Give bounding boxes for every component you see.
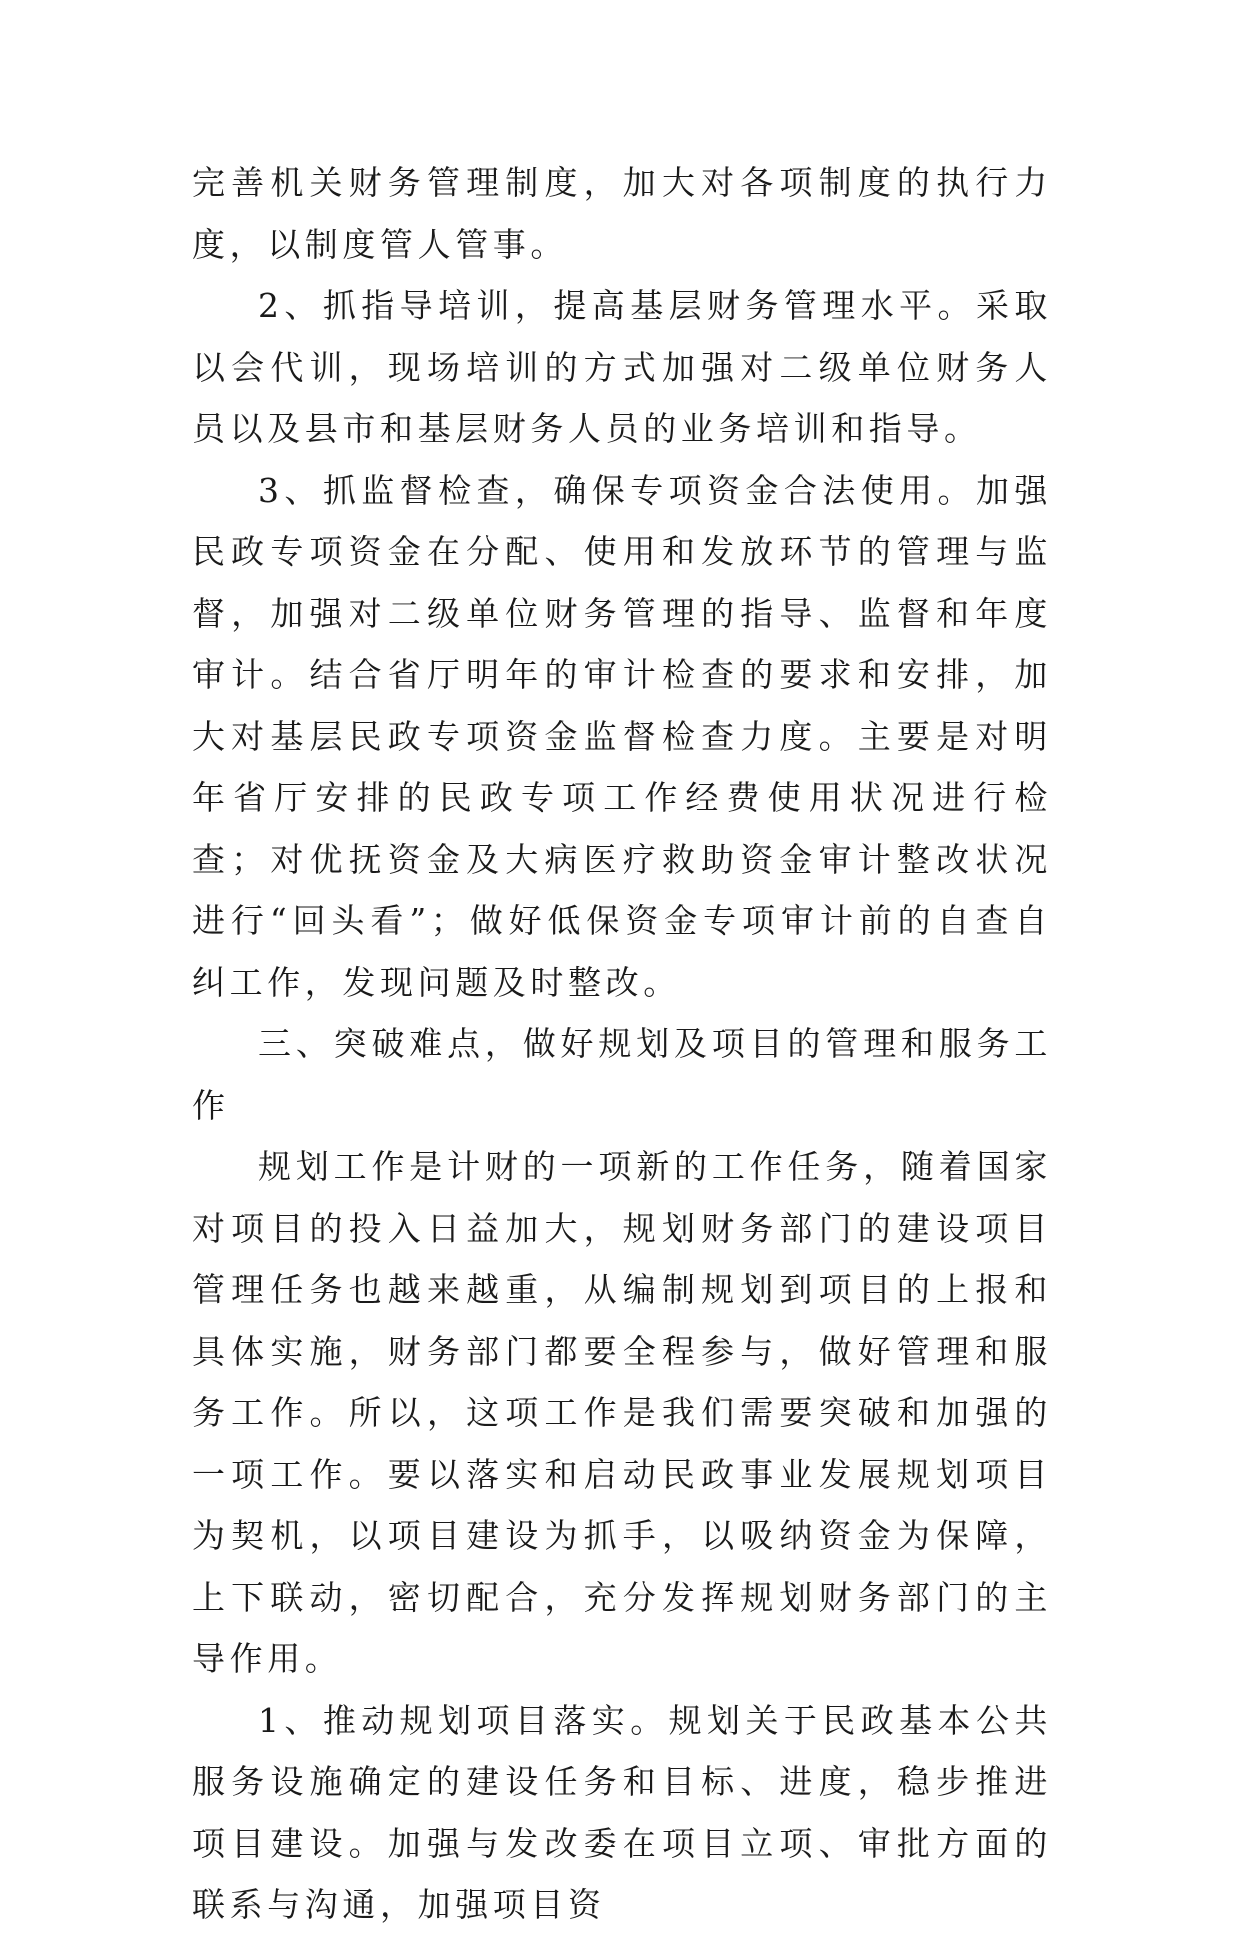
paragraph-intro-continuation: 完善机关财务管理制度，加大对各项制度的执行力度，以制度管人管事。 [192,163,1052,264]
paragraph-item-1-project-implementation: 1、推动规划项目落实。规划关于民政基本公共服务设施确定的建设任务和目标、进度，稳步推进项目建设。加强与发改委在项目立项、审批方面的联系与沟通，加强项目资 [192,1700,1052,1924]
paragraph-planning-work: 规划工作是计财的一项新的工作任务，随着国家对项目的投入日益加大，规划财务部门的建设项目管理任务也越来越重，从编制规划到项目的上报和具体实施，财务部门都要全程参与，做好管理和服务工作。所以，这项工作是我们需要突破和加强的一项工作。要以落实和启动民政事业发展规划项目为契机，以项目建设为抓手，以吸纳资金为保障，上下联动，密切配合，充分发挥规划财务部门的主导作用。 [192,1147,1052,1678]
paragraph-item-3-supervision: 3、抓监督检查，确保专项资金合法使用。加强民政专项资金在分配、使用和发放环节的管理与监督，加强对二级单位财务管理的指导、监督和年度审计。结合省厅明年的审计检查的要求和安排，加大对基层民政专项资金监督检查力度。主要是对明年省厅安排的民政专项工作经费使用状况进行检查；对优抚资金及大病医疗救助资金审计整改状况进行“回头看”；做好低保资金专项审计前的自查自纠工作，发现问题及时整改。 [192,470,1052,1002]
paragraph-item-2-training: 2、抓指导培训，提高基层财务管理水平。采取以会代训，现场培训的方式加强对二级单位财务人员以及县市和基层财务人员的业务培训和指导。 [192,286,1052,448]
section-heading-3: 三、突破难点，做好规划及项目的管理和服务工作 [192,1024,1052,1125]
document-body [192,152,1052,1936]
